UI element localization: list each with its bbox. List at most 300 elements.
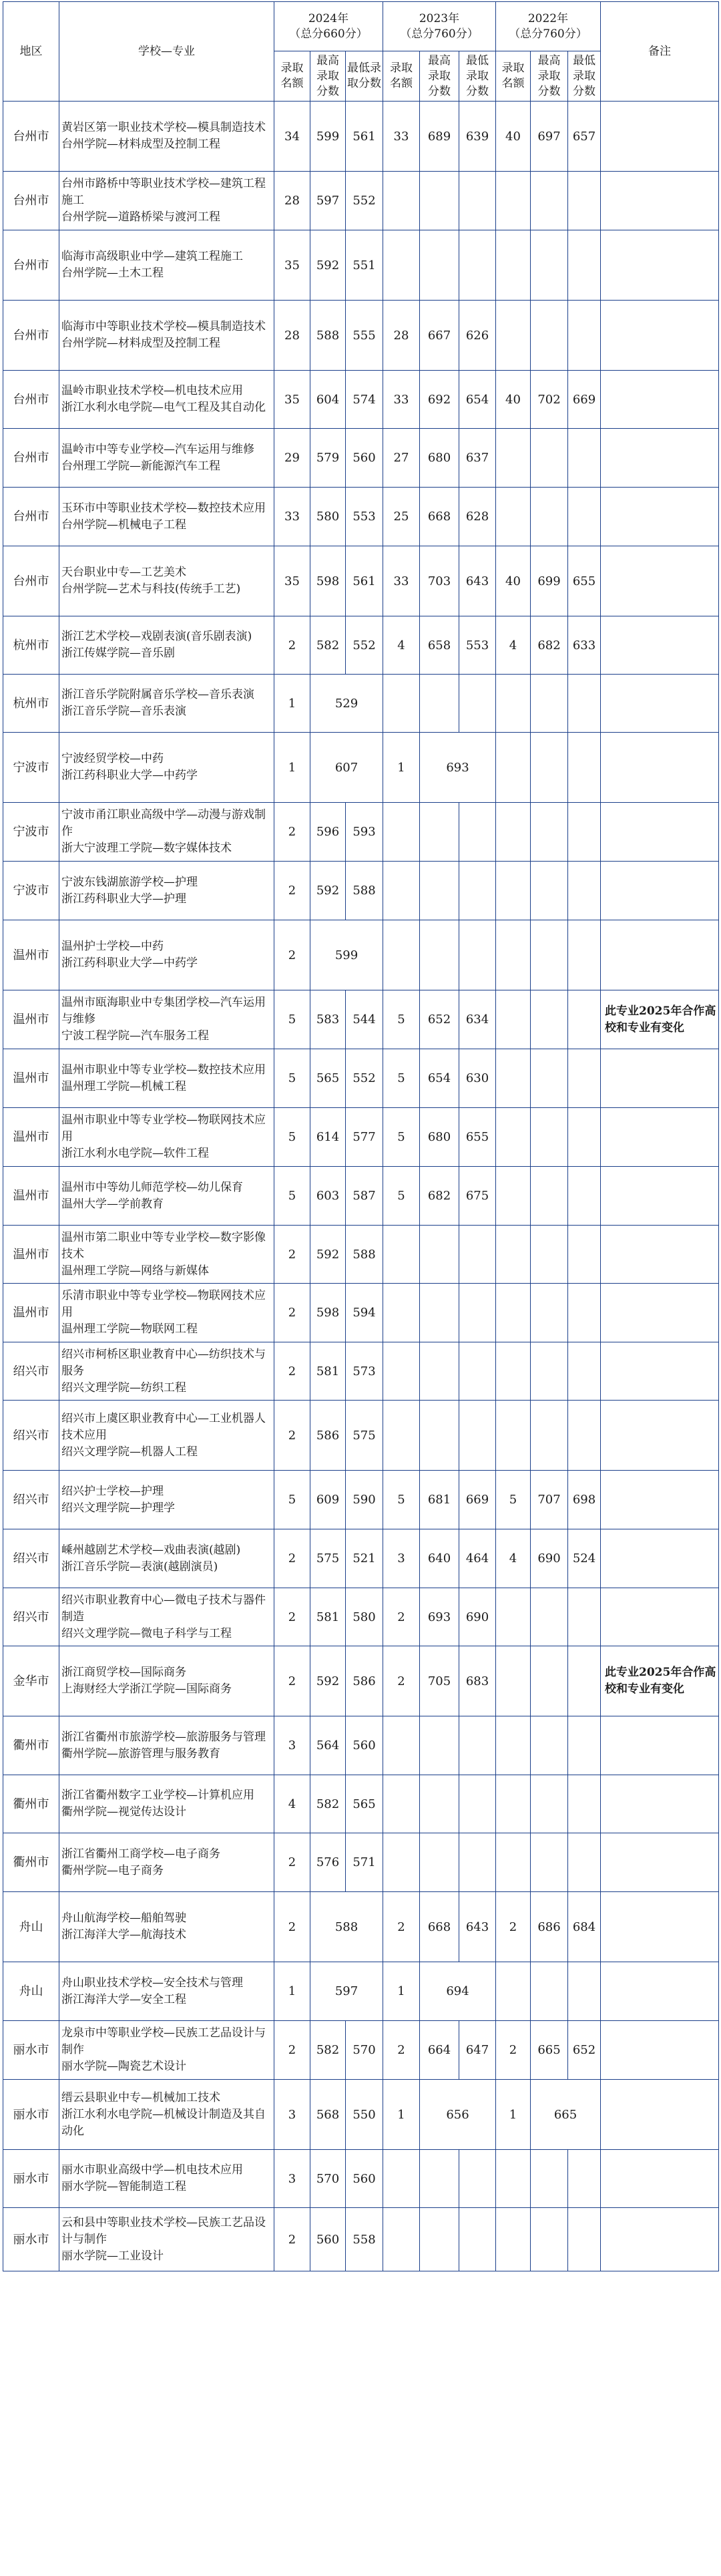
admit-count-cell-2024: 1 <box>274 675 310 733</box>
admit-count-cell-2024: 2 <box>274 1588 310 1646</box>
school-name: 温州市中等幼儿师范学校—幼儿保育 <box>61 1180 243 1194</box>
table-row <box>3 1342 719 1401</box>
min-score-cell-2023 <box>459 920 496 990</box>
admission-table-container <box>3 1 718 2271</box>
admit-count-cell-2022: 40 <box>496 102 531 172</box>
area-cell: 绍兴市 <box>3 1529 59 1588</box>
admit-count-cell-2022 <box>496 488 531 546</box>
min-score-cell-2022 <box>568 1167 601 1226</box>
university-major: 浙江音乐学院—表演(越剧演员) <box>61 1559 218 1574</box>
max-score-cell-2023: 652 <box>420 990 459 1049</box>
school-name: 玉环市中等职业技术学校—数控技术应用 <box>61 501 266 515</box>
max-score-cell-2022: 702 <box>531 371 568 429</box>
min-score-cell-2022 <box>568 1646 601 1716</box>
min-score-cell-2022 <box>568 1342 601 1401</box>
min-score-cell-2024: 588 <box>346 862 383 920</box>
table-row <box>3 733 719 803</box>
school-major-cell <box>59 1775 274 1833</box>
min-score-cell-2024: 552 <box>346 172 383 230</box>
min-score-cell-2024: 561 <box>346 102 383 172</box>
min-score-cell-2023: 626 <box>459 301 496 371</box>
admit-count-cell-2023 <box>383 803 420 862</box>
min-score-cell-2024: 551 <box>346 230 383 301</box>
admit-count-cell-2024: 2 <box>274 1284 310 1342</box>
max-score-cell-2024: 570 <box>310 2150 346 2208</box>
header-2024-min: 最低录 取分数 <box>346 51 383 102</box>
university-major: 台州学院—机械电子工程 <box>61 518 186 532</box>
university-major: 丽水学院—工业设计 <box>61 2249 164 2263</box>
admit-count-cell-2024: 3 <box>274 1716 310 1775</box>
table-row <box>3 1167 719 1226</box>
min-score-cell-2024: 560 <box>346 1716 383 1775</box>
min-score-cell-2023: 655 <box>459 1108 496 1167</box>
max-score-cell-2022 <box>531 1401 568 1471</box>
school-name: 台州市路桥中等职业技术学校—建筑工程施工 <box>61 177 266 207</box>
table-row <box>3 1775 719 1833</box>
school-major-cell <box>59 172 274 230</box>
header-2022-max: 最高 录取 分数 <box>531 51 568 102</box>
max-score-cell-2022 <box>531 1716 568 1775</box>
max-score-cell-2022 <box>531 2150 568 2208</box>
max-score-cell-2023: 692 <box>420 371 459 429</box>
min-score-cell-2023 <box>459 2150 496 2208</box>
admit-count-cell-2022 <box>496 1284 531 1342</box>
max-score-cell-2022 <box>531 675 568 733</box>
score-cell-2024: 607 <box>310 733 383 803</box>
admit-count-cell-2024: 28 <box>274 172 310 230</box>
school-major-cell <box>59 1646 274 1716</box>
remark-cell <box>601 301 719 371</box>
school-major-cell <box>59 862 274 920</box>
max-score-cell-2024: 588 <box>310 301 346 371</box>
max-score-cell-2024: 597 <box>310 172 346 230</box>
school-name: 温州市瓯海职业中专集团学校—汽车运用与维修 <box>61 996 266 1026</box>
min-score-cell-2022: 633 <box>568 616 601 675</box>
admit-count-cell-2022 <box>496 733 531 803</box>
min-score-cell-2023 <box>459 803 496 862</box>
admit-count-cell-2022 <box>496 1342 531 1401</box>
area-cell: 宁波市 <box>3 862 59 920</box>
score-cell-2024: 599 <box>310 920 383 990</box>
admit-count-cell-2022: 5 <box>496 1471 531 1529</box>
school-major-cell <box>59 1226 274 1284</box>
min-score-cell-2022 <box>568 803 601 862</box>
admit-count-cell-2023: 5 <box>383 1108 420 1167</box>
max-score-cell-2022 <box>531 1049 568 1108</box>
max-score-cell-2023 <box>420 1716 459 1775</box>
table-row <box>3 862 719 920</box>
min-score-cell-2024: 555 <box>346 301 383 371</box>
area-cell: 丽水市 <box>3 2208 59 2271</box>
area-cell: 舟山 <box>3 1892 59 1962</box>
table-row <box>3 2080 719 2150</box>
area-cell: 台州市 <box>3 102 59 172</box>
admit-count-cell-2024: 35 <box>274 371 310 429</box>
admit-count-cell-2024: 5 <box>274 1049 310 1108</box>
area-cell: 温州市 <box>3 990 59 1049</box>
admit-count-cell-2022 <box>496 803 531 862</box>
admit-count-cell-2024: 2 <box>274 1226 310 1284</box>
min-score-cell-2024: 552 <box>346 616 383 675</box>
admit-count-cell-2022 <box>496 1962 531 2021</box>
remark-cell <box>601 172 719 230</box>
admit-count-cell-2024: 2 <box>274 1342 310 1401</box>
max-score-cell-2023 <box>420 2150 459 2208</box>
school-name: 绍兴市柯桥区职业教育中心—纺织技术与服务 <box>61 1347 266 1378</box>
school-name: 温岭市职业技术学校—机电技术应用 <box>61 384 243 397</box>
school-major-cell <box>59 2208 274 2271</box>
table-row <box>3 301 719 371</box>
min-score-cell-2024: 521 <box>346 1529 383 1588</box>
remark-cell <box>601 733 719 803</box>
min-score-cell-2023: 553 <box>459 616 496 675</box>
university-major: 温州理工学院—机械工程 <box>61 1079 186 1093</box>
header-2022-min: 最低 录取 分数 <box>568 51 601 102</box>
min-score-cell-2022: 698 <box>568 1471 601 1529</box>
university-major: 绍兴文理学院—机器人工程 <box>61 1445 198 1459</box>
min-score-cell-2022 <box>568 1716 601 1775</box>
min-score-cell-2024: 565 <box>346 1775 383 1833</box>
min-score-cell-2022: 655 <box>568 546 601 616</box>
area-cell: 衢州市 <box>3 1716 59 1775</box>
min-score-cell-2022: 669 <box>568 371 601 429</box>
school-major-cell <box>59 920 274 990</box>
max-score-cell-2023: 703 <box>420 546 459 616</box>
area-cell: 宁波市 <box>3 803 59 862</box>
max-score-cell-2023: 680 <box>420 429 459 488</box>
school-major-cell <box>59 1716 274 1775</box>
max-score-cell-2023 <box>420 230 459 301</box>
min-score-cell-2023: 690 <box>459 1588 496 1646</box>
min-score-cell-2022 <box>568 301 601 371</box>
max-score-cell-2022 <box>531 1646 568 1716</box>
university-major: 浙大宁波理工学院—数字媒体技术 <box>61 842 232 855</box>
admit-count-cell-2023: 33 <box>383 102 420 172</box>
remark-cell <box>601 803 719 862</box>
min-score-cell-2023 <box>459 2208 496 2271</box>
min-score-cell-2024: 560 <box>346 429 383 488</box>
admit-count-cell-2023 <box>383 1401 420 1471</box>
header-2023-max: 最高 录取 分数 <box>420 51 459 102</box>
table-row <box>3 1401 719 1471</box>
max-score-cell-2022: 665 <box>531 2021 568 2080</box>
area-cell: 台州市 <box>3 429 59 488</box>
max-score-cell-2024: 592 <box>310 1646 346 1716</box>
table-row <box>3 102 719 172</box>
max-score-cell-2022 <box>531 1775 568 1833</box>
school-major-cell <box>59 429 274 488</box>
admit-count-cell-2022 <box>496 429 531 488</box>
admit-count-cell-2024: 2 <box>274 1529 310 1588</box>
admit-count-cell-2022 <box>496 862 531 920</box>
area-cell: 台州市 <box>3 371 59 429</box>
min-score-cell-2023: 637 <box>459 429 496 488</box>
min-score-cell-2024: 553 <box>346 488 383 546</box>
max-score-cell-2023: 689 <box>420 102 459 172</box>
max-score-cell-2023: 682 <box>420 1167 459 1226</box>
school-major-cell <box>59 1284 274 1342</box>
admit-count-cell-2023: 33 <box>383 371 420 429</box>
min-score-cell-2024: 575 <box>346 1401 383 1471</box>
max-score-cell-2022 <box>531 920 568 990</box>
min-score-cell-2023: 647 <box>459 2021 496 2080</box>
max-score-cell-2023: 680 <box>420 1108 459 1167</box>
admit-count-cell-2024: 2 <box>274 803 310 862</box>
university-major: 浙江药科职业大学—护理 <box>61 892 186 906</box>
admit-count-cell-2024: 2 <box>274 2021 310 2080</box>
school-major-cell <box>59 1529 274 1588</box>
score-cell-2024: 597 <box>310 1962 383 2021</box>
score-cell-2024: 529 <box>310 675 383 733</box>
max-score-cell-2024: 576 <box>310 1833 346 1892</box>
max-score-cell-2022: 707 <box>531 1471 568 1529</box>
max-score-cell-2023 <box>420 1342 459 1401</box>
header-2024-admit: 录取 名额 <box>274 51 310 102</box>
min-score-cell-2023: 634 <box>459 990 496 1049</box>
max-score-cell-2023 <box>420 1284 459 1342</box>
min-score-cell-2022 <box>568 230 601 301</box>
admit-count-cell-2023: 2 <box>383 1588 420 1646</box>
remark-cell <box>601 616 719 675</box>
max-score-cell-2022 <box>531 488 568 546</box>
min-score-cell-2022 <box>568 1962 601 2021</box>
max-score-cell-2023 <box>420 1833 459 1892</box>
remark-cell <box>601 1962 719 2021</box>
min-score-cell-2024: 571 <box>346 1833 383 1892</box>
admit-count-cell-2022 <box>496 1833 531 1892</box>
school-major-cell <box>59 1471 274 1529</box>
min-score-cell-2024: 544 <box>346 990 383 1049</box>
min-score-cell-2022 <box>568 1775 601 1833</box>
table-row <box>3 546 719 616</box>
table-row <box>3 230 719 301</box>
min-score-cell-2024: 570 <box>346 2021 383 2080</box>
area-cell: 丽水市 <box>3 2150 59 2208</box>
remark-cell <box>601 1284 719 1342</box>
max-score-cell-2024: 582 <box>310 616 346 675</box>
remark-cell <box>601 1226 719 1284</box>
admit-count-cell-2022: 4 <box>496 1529 531 1588</box>
max-score-cell-2024: 582 <box>310 2021 346 2080</box>
school-major-cell <box>59 803 274 862</box>
university-major: 台州学院—土木工程 <box>61 266 164 280</box>
school-name: 温州市第二职业中等专业学校—数字影像技术 <box>61 1230 266 1261</box>
admit-count-cell-2022: 1 <box>496 2080 531 2150</box>
table-row <box>3 920 719 990</box>
min-score-cell-2024: 594 <box>346 1284 383 1342</box>
table-header <box>3 2 719 102</box>
area-cell: 丽水市 <box>3 2021 59 2080</box>
remark-cell <box>601 429 719 488</box>
school-name: 龙泉市中等职业学校—民族工艺品设计与制作 <box>61 2026 266 2056</box>
min-score-cell-2022 <box>568 172 601 230</box>
max-score-cell-2023 <box>420 1401 459 1471</box>
university-major: 绍兴文理学院—微电子科学与工程 <box>61 1626 232 1640</box>
max-score-cell-2022: 686 <box>531 1892 568 1962</box>
admit-count-cell-2023: 1 <box>383 733 420 803</box>
area-cell: 台州市 <box>3 301 59 371</box>
score-cell-2024: 588 <box>310 1892 383 1962</box>
admit-count-cell-2024: 2 <box>274 920 310 990</box>
admit-count-cell-2023: 28 <box>383 301 420 371</box>
school-name: 天台职业中专—工艺美术 <box>61 566 186 579</box>
school-name: 宁波经贸学校—中药 <box>61 752 164 765</box>
remark-cell: 此专业2025年合作高校和专业有变化 <box>601 1646 719 1716</box>
max-score-cell-2022 <box>531 1284 568 1342</box>
school-major-cell <box>59 1892 274 1962</box>
area-cell: 台州市 <box>3 546 59 616</box>
school-name: 缙云县职业中专—机械加工技术 <box>61 2090 220 2104</box>
min-score-cell-2023 <box>459 1775 496 1833</box>
header-area: 地区 <box>3 2 59 102</box>
min-score-cell-2023 <box>459 1226 496 1284</box>
university-major: 衢州学院—视觉传达设计 <box>61 1805 186 1819</box>
admit-count-cell-2022 <box>496 1226 531 1284</box>
max-score-cell-2022 <box>531 1226 568 1284</box>
university-major: 浙江音乐学院—音乐表演 <box>61 705 186 718</box>
admit-count-cell-2022 <box>496 1646 531 1716</box>
area-cell: 温州市 <box>3 1226 59 1284</box>
max-score-cell-2023: 668 <box>420 488 459 546</box>
admit-count-cell-2024: 2 <box>274 1401 310 1471</box>
school-name: 乐清市职业中等专业学校—物联网技术应用 <box>61 1289 266 1319</box>
max-score-cell-2023: 667 <box>420 301 459 371</box>
max-score-cell-2022 <box>531 1962 568 2021</box>
school-major-cell <box>59 1588 274 1646</box>
area-cell: 台州市 <box>3 488 59 546</box>
remark-cell: 此专业2025年合作高校和专业有变化 <box>601 990 719 1049</box>
max-score-cell-2023 <box>420 675 459 733</box>
school-name: 浙江音乐学院附属音乐学校—音乐表演 <box>61 688 254 701</box>
header-year-2023: 2023年 （总分760分） <box>383 2 496 51</box>
min-score-cell-2022 <box>568 1284 601 1342</box>
university-major: 温州理工学院—物联网工程 <box>61 1322 198 1336</box>
area-cell: 宁波市 <box>3 733 59 803</box>
admit-count-cell-2024: 4 <box>274 1775 310 1833</box>
school-name: 黄岩区第一职业技术学校—模具制造技术 <box>61 121 266 134</box>
max-score-cell-2022 <box>531 172 568 230</box>
table-row <box>3 1588 719 1646</box>
admit-count-cell-2022 <box>496 301 531 371</box>
max-score-cell-2023 <box>420 803 459 862</box>
score-cell-2022: 665 <box>531 2080 601 2150</box>
max-score-cell-2023: 664 <box>420 2021 459 2080</box>
admit-count-cell-2022 <box>496 2150 531 2208</box>
max-score-cell-2023: 668 <box>420 1892 459 1962</box>
school-major-cell <box>59 2150 274 2208</box>
admit-count-cell-2023: 33 <box>383 546 420 616</box>
school-major-cell <box>59 1049 274 1108</box>
area-cell: 衢州市 <box>3 1833 59 1892</box>
admit-count-cell-2024: 5 <box>274 1108 310 1167</box>
min-score-cell-2022 <box>568 2208 601 2271</box>
min-score-cell-2024: 552 <box>346 1049 383 1108</box>
max-score-cell-2023: 705 <box>420 1646 459 1716</box>
table-row <box>3 172 719 230</box>
score-cell-2023: 656 <box>420 2080 496 2150</box>
university-major: 绍兴文理学院—护理学 <box>61 1501 175 1515</box>
score-cell-2023: 693 <box>420 733 496 803</box>
table-row <box>3 1962 719 2021</box>
max-score-cell-2022 <box>531 1833 568 1892</box>
max-score-cell-2023 <box>420 920 459 990</box>
university-major: 浙江药科职业大学—中药学 <box>61 769 198 782</box>
school-major-cell <box>59 1833 274 1892</box>
university-major: 浙江水利水电学院—软件工程 <box>61 1147 209 1160</box>
admit-count-cell-2023 <box>383 1342 420 1401</box>
admit-count-cell-2023 <box>383 675 420 733</box>
table-row <box>3 1529 719 1588</box>
admit-count-cell-2022: 40 <box>496 371 531 429</box>
table-row <box>3 2150 719 2208</box>
max-score-cell-2022: 699 <box>531 546 568 616</box>
admit-count-cell-2023 <box>383 1775 420 1833</box>
remark-cell <box>601 1588 719 1646</box>
max-score-cell-2022 <box>531 862 568 920</box>
remark-cell <box>601 1471 719 1529</box>
min-score-cell-2024: 590 <box>346 1471 383 1529</box>
admit-count-cell-2022 <box>496 675 531 733</box>
admit-count-cell-2024: 1 <box>274 1962 310 2021</box>
school-name: 温州市职业中等专业学校—数控技术应用 <box>61 1063 266 1077</box>
admit-count-cell-2024: 1 <box>274 733 310 803</box>
max-score-cell-2024: 614 <box>310 1108 346 1167</box>
min-score-cell-2023: 669 <box>459 1471 496 1529</box>
max-score-cell-2024: 568 <box>310 2080 346 2150</box>
max-score-cell-2023 <box>420 1226 459 1284</box>
remark-cell <box>601 1716 719 1775</box>
min-score-cell-2023 <box>459 1833 496 1892</box>
school-major-cell <box>59 488 274 546</box>
admit-count-cell-2022 <box>496 990 531 1049</box>
max-score-cell-2022 <box>531 1342 568 1401</box>
admit-count-cell-2024: 2 <box>274 1833 310 1892</box>
school-major-cell <box>59 371 274 429</box>
max-score-cell-2022: 690 <box>531 1529 568 1588</box>
min-score-cell-2024: 580 <box>346 1588 383 1646</box>
area-cell: 绍兴市 <box>3 1588 59 1646</box>
max-score-cell-2024: 598 <box>310 1284 346 1342</box>
header-year-2022: 2022年 （总分760分） <box>496 2 601 51</box>
table-row <box>3 429 719 488</box>
max-score-cell-2023 <box>420 172 459 230</box>
area-cell: 绍兴市 <box>3 1401 59 1471</box>
school-major-cell <box>59 990 274 1049</box>
admit-count-cell-2023: 2 <box>383 2021 420 2080</box>
max-score-cell-2022 <box>531 1108 568 1167</box>
school-major-cell <box>59 1401 274 1471</box>
admit-count-cell-2024: 5 <box>274 990 310 1049</box>
table-row <box>3 1646 719 1716</box>
university-major: 衢州学院—旅游管理与服务教育 <box>61 1746 220 1761</box>
min-score-cell-2022 <box>568 1833 601 1892</box>
remark-cell <box>601 1775 719 1833</box>
table-row <box>3 1108 719 1167</box>
admit-count-cell-2024: 35 <box>274 546 310 616</box>
admit-count-cell-2023 <box>383 172 420 230</box>
school-major-cell <box>59 616 274 675</box>
admit-count-cell-2023 <box>383 1716 420 1775</box>
table-row <box>3 488 719 546</box>
min-score-cell-2022 <box>568 1226 601 1284</box>
school-name: 舟山职业技术学校—安全技术与管理 <box>61 1976 243 1990</box>
area-cell: 丽水市 <box>3 2080 59 2150</box>
admit-count-cell-2023 <box>383 1284 420 1342</box>
admit-count-cell-2022 <box>496 1716 531 1775</box>
school-name: 绍兴市职业教育中心—微电子技术与器件制造 <box>61 1593 266 1624</box>
header-2023-admit: 录取 名额 <box>383 51 420 102</box>
table-row <box>3 1892 719 1962</box>
